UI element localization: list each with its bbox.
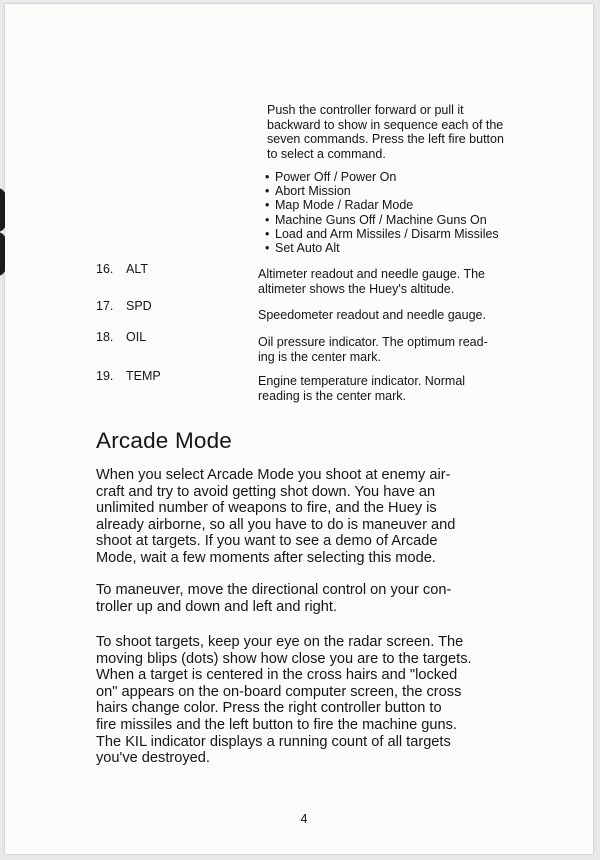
text-line: backward to show in sequence each of the: [267, 117, 504, 132]
text-line: shoot at targets. If you want to see a demo of Arcade: [96, 533, 438, 550]
entry-description: [258, 308, 520, 323]
text-line: To maneuver, move the directional control on your con-: [96, 582, 452, 598]
text-line: Speedometer readout and needle gauge.: [258, 308, 486, 322]
text-line: already airborne, so all you have to do is maneuver and: [96, 516, 456, 533]
page-number: 4: [300, 812, 308, 826]
text-line: hairs change color. Press the right controller button to: [96, 700, 442, 717]
text-line: to select a command.: [267, 146, 386, 161]
text-line: The KIL indicator displays a running count of all targets: [96, 733, 451, 750]
text-line: To shoot targets, keep your eye on the radar screen. The: [96, 634, 464, 650]
text-line: reading is the center mark.: [258, 388, 406, 403]
entry-description: [258, 335, 520, 364]
entry-description: [258, 267, 520, 296]
text-line: troller up and down and left and right.: [96, 598, 337, 615]
entry-number: 18.: [96, 330, 114, 344]
text-line: Push the controller forward or pull it: [267, 103, 464, 117]
entry-description: [258, 374, 520, 403]
text-line: Mode, wait a few moments after selecting this mode.: [96, 549, 436, 566]
text-line: moving blips (dots) show how close you are to the targets.: [96, 650, 472, 667]
text-line: unlimited number of weapons to fire, and the Huey is: [96, 500, 437, 517]
command-item: • Load and Arm Missiles / Disarm Missiles: [265, 227, 561, 241]
command-list: [265, 170, 561, 255]
text-line: Oil pressure indicator. The optimum read-: [258, 335, 488, 349]
entry-number: 16.: [96, 262, 114, 276]
text-line: When a target is centered in the cross hairs and "locked: [96, 667, 458, 684]
body-paragraph: [96, 634, 516, 767]
manual-page: [5, 4, 593, 854]
text-line: Engine temperature indicator. Normal: [258, 374, 466, 388]
command-item: • Abort Mission: [265, 184, 561, 198]
text-line: When you select Arcade Mode you shoot at enemy air-: [96, 467, 451, 483]
text-line: you've destroyed.: [96, 750, 210, 767]
body-paragraph: [96, 467, 516, 567]
entry-label: SPD: [126, 299, 152, 313]
text-line: Altimeter readout and needle gauge. The: [258, 267, 486, 281]
command-intro: [267, 103, 557, 161]
text-line: craft and try to avoid getting shot down. You have an: [96, 483, 436, 500]
command-item: • Set Auto Alt: [265, 241, 561, 255]
text-line: fire missiles and the left button to fire the machine guns.: [96, 716, 457, 733]
entry-label: TEMP: [126, 369, 161, 383]
entry-label: ALT: [126, 262, 148, 276]
entry-number: 19.: [96, 369, 114, 383]
command-item: • Map Mode / Radar Mode: [265, 198, 561, 212]
entry-number: 17.: [96, 299, 114, 313]
text-line: on" appears on the on-board computer screen, the cross: [96, 683, 462, 700]
text-line: altimeter shows the Huey's altitude.: [258, 281, 455, 296]
entry-label: OIL: [126, 330, 147, 344]
text-line: seven commands. Press the left fire button: [267, 132, 504, 146]
body-paragraph: [96, 582, 516, 615]
text-line: ing is the center mark.: [258, 349, 381, 364]
command-item: • Power Off / Power On: [265, 170, 561, 184]
command-item: • Machine Guns Off / Machine Guns On: [265, 213, 561, 227]
section-heading: Arcade Mode: [96, 428, 233, 453]
